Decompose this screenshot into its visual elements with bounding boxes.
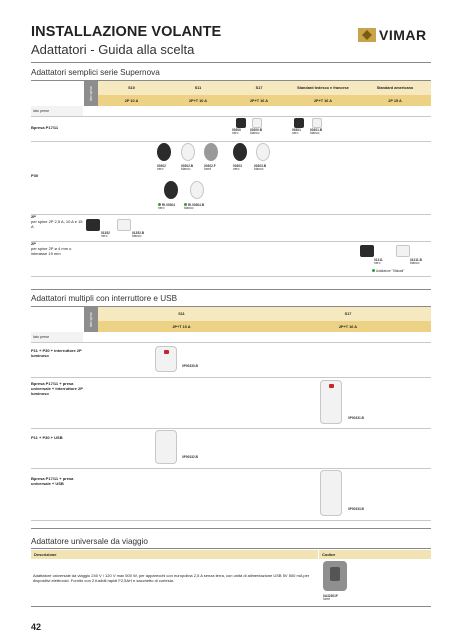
corner-label: lato spina bbox=[84, 307, 98, 332]
column-rating: 2P+T 10 A bbox=[165, 95, 231, 106]
product-code: 00303.B bianco bbox=[254, 164, 267, 172]
section-title: Adattatori multipli con interruttore e USB bbox=[31, 294, 178, 303]
column-header: Codice bbox=[319, 550, 431, 559]
product-code: 01352.B bianco bbox=[132, 231, 145, 239]
product-code: 00302.F fumè bbox=[204, 164, 216, 172]
adapter-image bbox=[236, 118, 246, 128]
product-code: 0P00331.B bbox=[348, 416, 364, 420]
adapter-image bbox=[256, 143, 270, 161]
adapter-image bbox=[312, 118, 322, 128]
page-number: 42 bbox=[31, 622, 42, 632]
column-header: S17 bbox=[231, 81, 287, 95]
column-rating: 2P+T 16 A bbox=[287, 95, 359, 106]
row-label: Bpresa P17/11 + presa universale + interruttore 2P luminoso bbox=[31, 381, 83, 396]
corner-label: lato spina bbox=[84, 81, 98, 106]
section-title: Adattatori semplici serie Supernova bbox=[31, 68, 160, 77]
adapter-image bbox=[181, 143, 195, 161]
row-label: P30 bbox=[31, 173, 39, 178]
column-header: Standard americano bbox=[359, 81, 431, 95]
product-code: 00302.B bianco bbox=[181, 164, 194, 172]
section-title: Adattatore universale da viaggio bbox=[31, 537, 148, 546]
column-rating: 2P 15 A bbox=[359, 95, 431, 106]
column-header: Descrizione bbox=[31, 550, 318, 559]
column-header: S11 bbox=[98, 307, 265, 321]
adapter-image bbox=[155, 430, 177, 464]
adapter-image bbox=[190, 181, 204, 199]
row-label: P11 + P30 + interruttore 2P luminoso bbox=[31, 348, 82, 358]
footnote: Adattatore "Sfalsati" bbox=[372, 269, 404, 273]
page-subtitle: Adattatori - Guida alla scelta bbox=[31, 42, 195, 57]
product-code: 00301 nero bbox=[292, 128, 301, 136]
product-code: 00301.B bianco bbox=[310, 128, 323, 136]
column-rating: 2P+T 16 A bbox=[265, 321, 431, 332]
product-code: 00303 nero bbox=[233, 164, 242, 172]
lato-prese-label: lato prese bbox=[31, 332, 83, 342]
column-rating: 2P+T 16 A bbox=[231, 95, 287, 106]
product-description: Adattatore universale da viaggio 240 V / 120 V max 500 W, per apparecchi con europolina 2,5 A senza terra, con unità di alimentazione USB 5V 500 mA per dispositivi elettronici. Fornito con 2 fusibili rapidi F2,5AH e sacchetto di cortesia. bbox=[33, 573, 310, 584]
row-label: 2P per spine 2P ø 4 mm o interasse 19 mm bbox=[31, 241, 72, 256]
adapter-image bbox=[320, 380, 342, 424]
product-code: 01352 nero bbox=[101, 231, 110, 239]
adapter-image bbox=[252, 118, 262, 128]
adapter-image bbox=[294, 118, 304, 128]
row-label: Bpresa P17/11 + presa universale + USB bbox=[31, 476, 74, 486]
product-code: RI.00304 nero bbox=[158, 203, 175, 211]
column-rating: 2P+T 10 A bbox=[98, 321, 265, 332]
adapter-image bbox=[323, 561, 347, 591]
adapter-image bbox=[320, 470, 342, 516]
product-code: 00302 nero bbox=[157, 164, 166, 172]
product-code: 01311.B bianco bbox=[410, 258, 422, 266]
column-header: S17 bbox=[265, 307, 431, 321]
adapter-image bbox=[155, 346, 177, 372]
column-header: S10 bbox=[98, 81, 165, 95]
adapter-image bbox=[86, 219, 100, 231]
adapter-image bbox=[396, 245, 410, 257]
adapter-image bbox=[164, 181, 178, 199]
row-label: P11 + P30 + USB bbox=[31, 435, 63, 440]
lato-prese-label: lato prese bbox=[31, 106, 83, 116]
adapter-image bbox=[204, 143, 218, 161]
adapter-image bbox=[157, 143, 171, 161]
row-label: Bpresa P17/11 bbox=[31, 125, 59, 130]
adapter-image bbox=[233, 143, 247, 161]
product-code: 01311 nero bbox=[374, 258, 383, 266]
row-label: 2P per spine 2P 2,5 A, 10 A e 15 A bbox=[31, 214, 83, 229]
sfalsati-dot-icon bbox=[372, 269, 375, 272]
column-header: S11 bbox=[165, 81, 231, 95]
vimar-logo-icon bbox=[358, 28, 376, 42]
page-title: INSTALLAZIONE VOLANTE bbox=[31, 24, 222, 40]
product-code: 00300 nero bbox=[232, 128, 241, 136]
product-code: 0P00332.B bbox=[182, 455, 198, 459]
product-code: RI.00304.B bianco bbox=[184, 203, 205, 211]
adapter-image bbox=[117, 219, 131, 231]
product-code: 0P00333.B bbox=[348, 507, 364, 511]
column-header: Standard tedesco e francese bbox=[287, 81, 359, 95]
column-rating: 2P 10 A bbox=[98, 95, 165, 106]
brand-logo: VIMAR bbox=[358, 27, 427, 43]
product-code: 0A32301F fumè bbox=[323, 594, 338, 602]
product-code: 00300.B bianco bbox=[250, 128, 263, 136]
adapter-image bbox=[360, 245, 374, 257]
product-code: 0P00330.B bbox=[182, 364, 198, 368]
